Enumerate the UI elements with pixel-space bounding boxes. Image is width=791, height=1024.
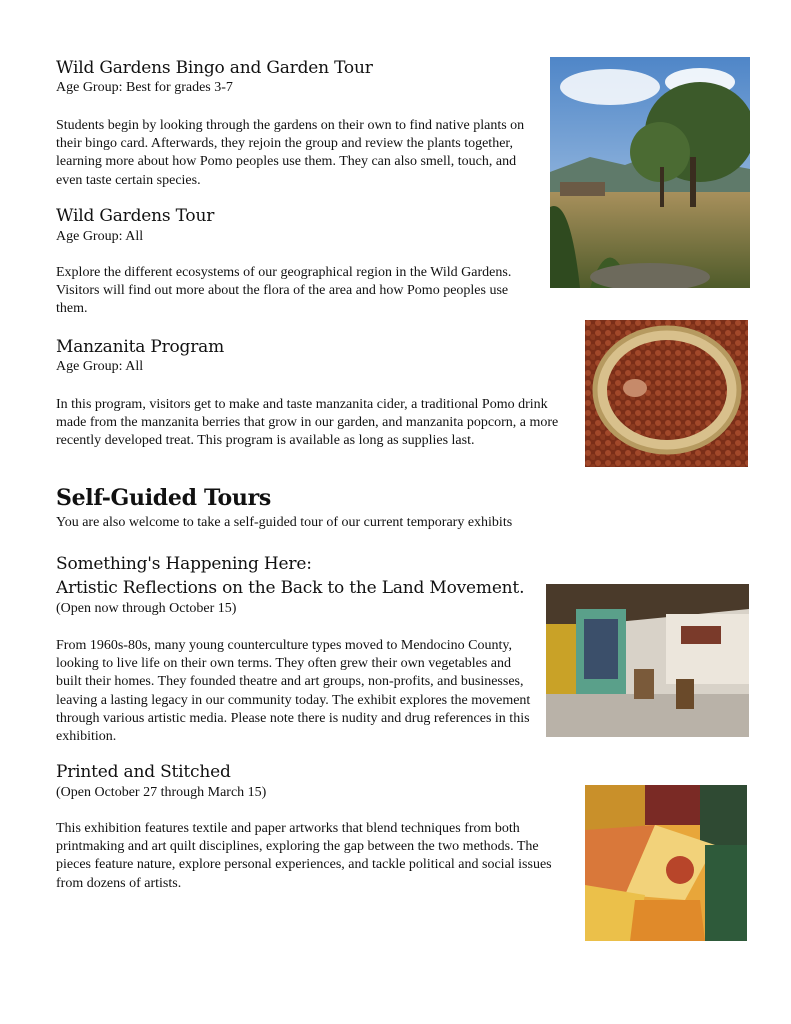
program-description-bingo: Students begin by looking through the gardens on their own to find native plants on their bingo card. Afterwards, they rejoin the group and review the plants together, learning more about how Pomo peoples use them. They can also smell, touch, and even taste certain species. [56,118,525,188]
exhibit-dates-printed-stitched: (Open October 27 through March 15) [56,785,267,800]
program-age-group-manzanita: Age Group: All [56,359,144,374]
program-age-group-bingo: Age Group: Best for grades 3-7 [56,80,233,95]
program-age-group-wild-gardens: Age Group: All [56,229,144,244]
exhibit-title-line2: Artistic Reflections on the Back to the Land Movement. [56,578,525,598]
program-description-wild-gardens: Explore the different ecosystems of our geographical region in the Wild Gardens. Visitors will find out more about the flora of the area and how Pomo peoples use them. [56,265,512,317]
section-title-self-guided: Self-Guided Tours [56,485,272,511]
program-title-bingo: Wild Gardens Bingo and Garden Tour [56,58,373,78]
exhibit-title-printed-stitched: Printed and Stitched [56,762,231,782]
manzanita-berry-basket-photo [585,320,748,467]
garden-landscape-photo [550,57,750,288]
exhibit-title-line1: Something's Happening Here: [56,554,312,574]
self-guided-intro: You are also welcome to take a self-guided tour of our current temporary exhibits [56,515,513,530]
program-title-manzanita: Manzanita Program [56,337,225,357]
exhibit-dates-happening: (Open now through October 15) [56,601,237,616]
gallery-exhibit-photo [546,584,749,737]
program-description-manzanita: In this program, visitors get to make and taste manzanita cider, a traditional Pomo drink made from the manzanita berries that grow in our garden, and manzanita popcorn, a more recently developed treat. This program is available as long as supplies last. [56,397,559,449]
exhibit-description-printed-stitched: This exhibition features textile and paper artworks that blend techniques from both printmaking and art quilt disciplines, exploring the gap between the two methods. The pieces feature nature, explore personal experiences, and tackle political and social issues from dozens of artists. [56,821,552,891]
textile-quilt-artwork-photo [585,785,747,941]
exhibit-description-happening: From 1960s-80s, many young counterculture types moved to Mendocino County, looking to live life on their own terms. They often grew their own vegetables and built their homes. They founded theatre and art groups, non-profits, and businesses, leaving a lasting legacy in our community today. The exhibit explores the movement through various artistic media. Please note there is nudity and drug references in this exhibition. [56,638,531,745]
program-title-wild-gardens: Wild Gardens Tour [56,206,215,226]
